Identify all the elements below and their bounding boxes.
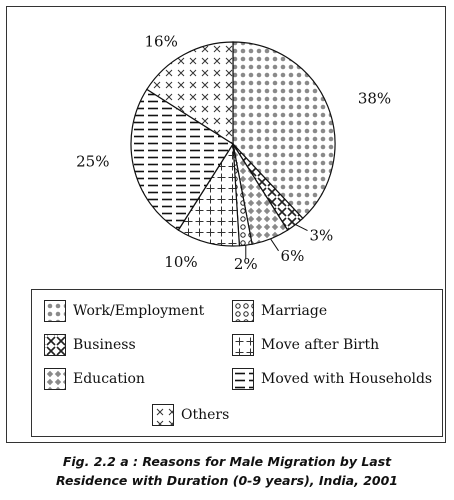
legend-item-move-after-birth (232, 334, 379, 356)
legend-label: Move after Birth (261, 337, 380, 353)
caption-line-2: Residence with Duration (0-9 years), India, 2001 (55, 473, 399, 488)
slice-label: 25% (76, 152, 110, 171)
figure-frame (6, 6, 446, 443)
rings-swatch-icon (232, 300, 254, 322)
legend-label: Business (73, 337, 136, 353)
legend-item-work-employment (44, 300, 204, 322)
diamond-dots-swatch-icon (44, 368, 66, 390)
legend-label: Moved with Households (261, 371, 433, 387)
legend-label: Marriage (261, 303, 328, 319)
figure-caption (0, 452, 454, 490)
pie-chart (7, 7, 447, 287)
slice-label: 2% (233, 255, 258, 274)
legend-item-moved-with-households (232, 368, 432, 390)
crosses-swatch-icon (44, 334, 66, 356)
dashes-swatch-icon (232, 368, 254, 390)
dots-swatch-icon (44, 300, 66, 322)
legend-item-others (152, 404, 229, 426)
plus-swatch-icon (232, 334, 254, 356)
slice-label: 6% (280, 246, 305, 265)
slice-label: 38% (357, 89, 392, 108)
legend-label: Others (181, 407, 230, 423)
legend (31, 289, 443, 437)
x-marks-swatch-icon (152, 404, 174, 426)
caption-line-1: Fig. 2.2 a : Reasons for Male Migration by Last (62, 454, 392, 469)
legend-label: Education (73, 371, 145, 387)
legend-label: Work/Employment (73, 303, 205, 319)
label-leader-line (271, 239, 279, 251)
label-leader-line (296, 225, 308, 231)
slice-label: 3% (309, 226, 334, 245)
slice-label: 16% (144, 32, 178, 51)
legend-item-business (44, 334, 136, 356)
legend-item-marriage (232, 300, 327, 322)
slice-label: 10% (164, 252, 198, 271)
legend-item-education (44, 368, 145, 390)
